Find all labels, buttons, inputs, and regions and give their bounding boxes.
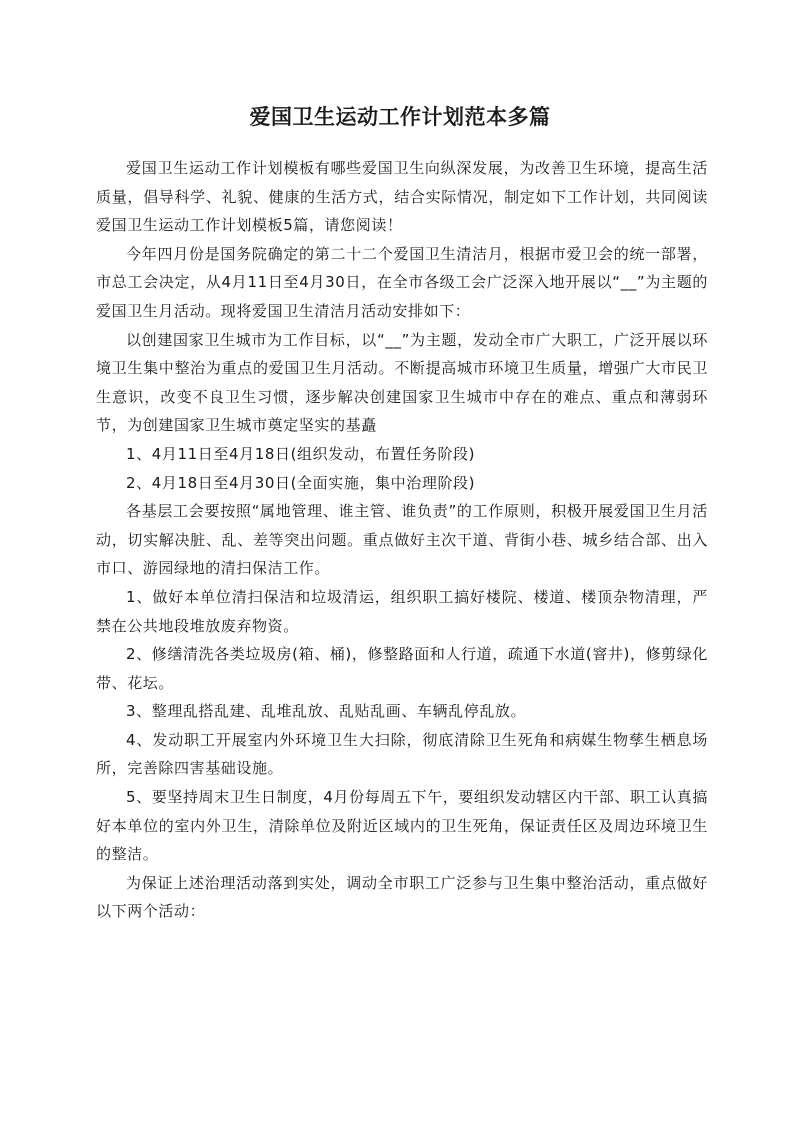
paragraph: 3、整理乱搭乱建、乱堆乱放、乱贴乱画、车辆乱停乱放。 (126, 702, 527, 721)
document-body (96, 154, 708, 926)
paragraph: 4、发动职工开展室内外环境卫生大扫除，彻底清除卫生死角和病媒生物孳生栖息场所，完善除四害基础设施。 (96, 730, 708, 778)
paragraph: 各基层工会要按照“属地管理、谁主管、谁负责”的工作原则，积极开展爱国卫生月活动，切实解决脏、乱、差等突出问题。重点做好主次干道、背街小巷、城乡结合部、出入市口、游园绿地的清扫保洁工作。 (96, 502, 708, 578)
paragraph: 5、要坚持周末卫生日制度，4月份每周五下午，要组织发动辖区内干部、职工认真搞好本单位的室内外卫生，清除单位及附近区域内的卫生死角，保证责任区及周边环境卫生的整洁。 (96, 788, 708, 864)
paragraph: 1、做好本单位清扫保洁和垃圾清运，组织职工搞好楼院、楼道、楼顶杂物清理，严禁在公共地段堆放废弃物资。 (96, 587, 708, 635)
paragraph: 1、4月11日至4月18日(组织发动，布置任务阶段) (126, 444, 476, 463)
paragraph: 2、4月18日至4月30日(全面实施，集中治理阶段) (126, 473, 476, 492)
paragraph: 爱国卫生运动工作计划模板有哪些爱国卫生向纵深发展，为改善卫生环境，提高生活质量，倡导科学、礼貌、健康的生活方式，结合实际情况，制定如下工作计划，共同阅读爱国卫生运动工作计划模板5篇，请您阅读！ (96, 159, 708, 235)
document-title: 爱国卫生运动工作计划范本多篇 (249, 105, 551, 129)
paragraph: 2、修缮清洗各类垃圾房(箱、桶)，修整路面和人行道，疏通下水道(窨井)，修剪绿化带、花坛。 (96, 645, 708, 692)
paragraph: 今年四月份是国务院确定的第二十二个爱国卫生清洁月，根据市爱卫会的统一部署，市总工会决定，从4月11日至4月30日，在全市各级工会广泛深入地开展以“__”为主题的爱国卫生月活动。现将爱国卫生清洁月活动安排如下： (96, 244, 708, 320)
paragraph: 以创建国家卫生城市为工作目标，以“__”为主题，发动全市广大职工，广泛开展以环境卫生集中整治为重点的爱国卫生月活动。不断提高城市环境卫生质量，增强广大市民卫生意识，改变不良卫生习惯，逐步解决创建国家卫生城市中存在的难点、重点和薄弱环节，为创建国家卫生城市奠定坚实的基矗 (96, 330, 708, 435)
paragraph: 为保证上述治理活动落到实处，调动全市职工广泛参与卫生集中整治活动，重点做好以下两个活动： (96, 873, 708, 921)
